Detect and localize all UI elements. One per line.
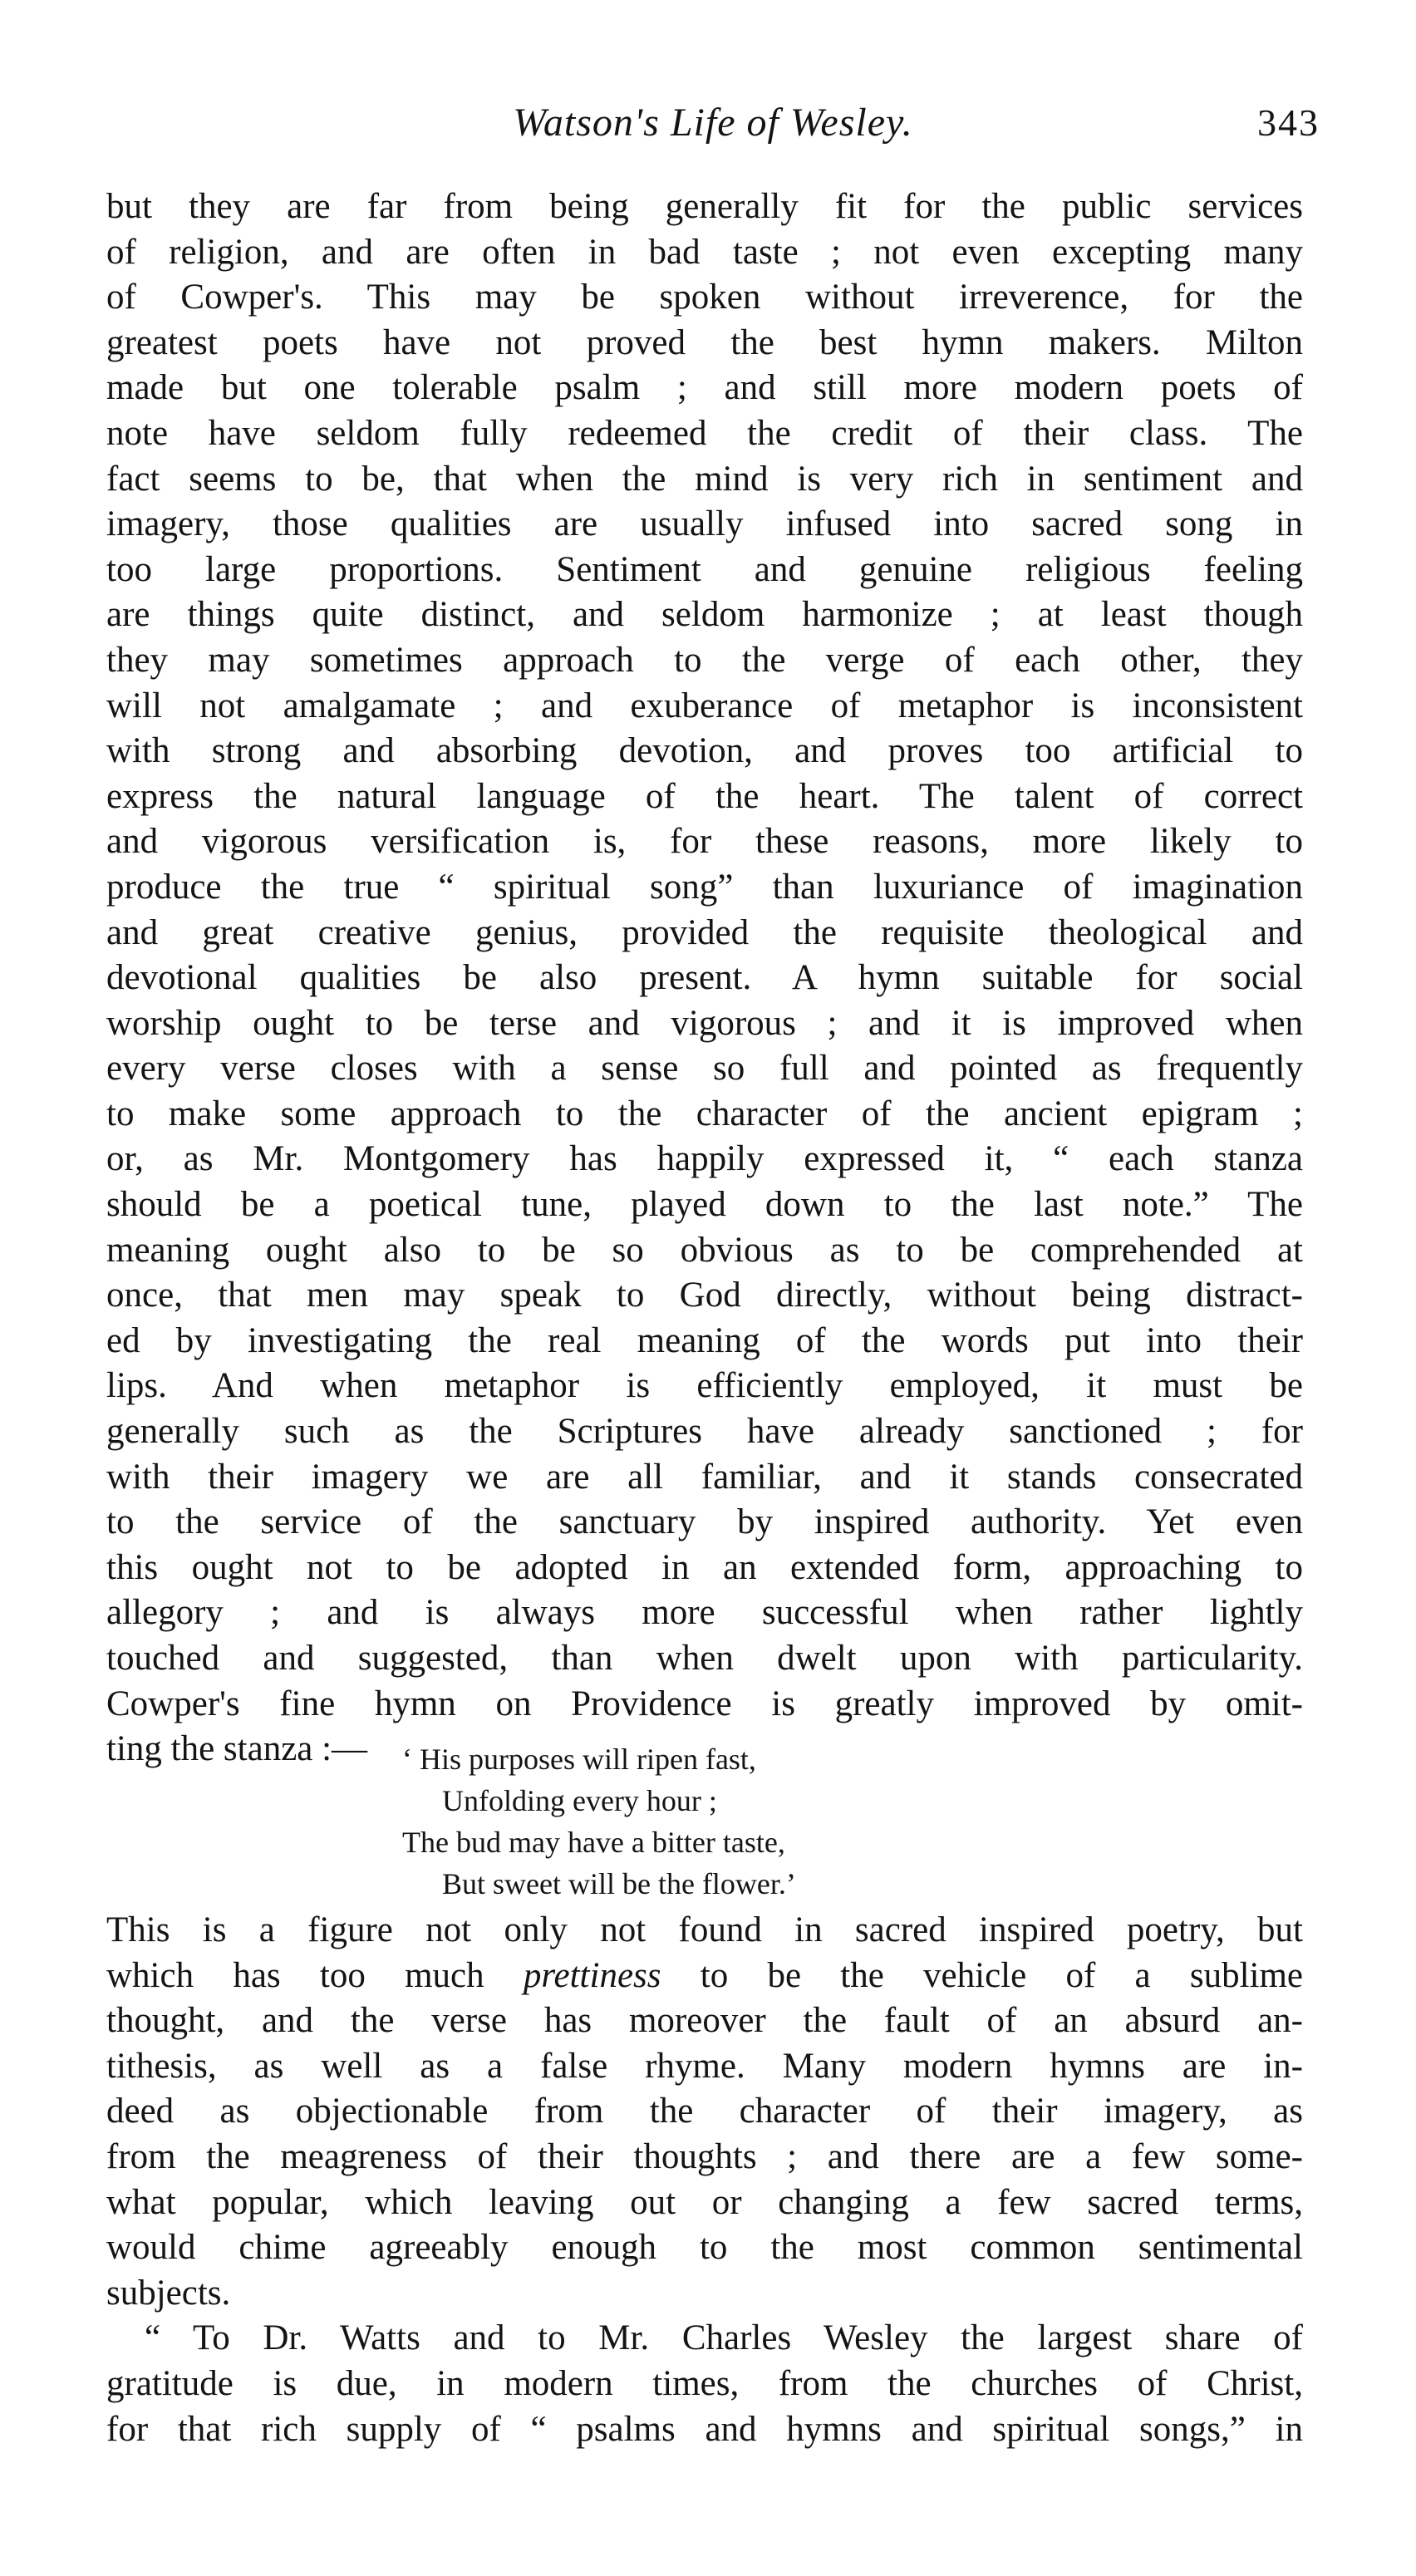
text-line-with-emphasis — [106, 1954, 1303, 1999]
running-head — [106, 98, 1320, 156]
text-line: and vigorous versification is, for these reasons, more likely to — [106, 822, 1303, 862]
text-line: “ To Dr. Watts and to Mr. Charles Wesley the largest share of — [145, 2318, 1303, 2358]
text-line: worship ought to be terse and vigorous ; and it is improved when — [106, 1003, 1303, 1043]
text-segment: which has too much — [106, 1955, 484, 1995]
text-line: will not amalgamate ; and exuberance of metaphor is inconsistent — [106, 686, 1303, 725]
page-number: 343 — [1257, 101, 1320, 144]
text-line: note have seldom fully redeemed the credit of their class. The — [106, 413, 1303, 453]
text-line: generally such as the Scriptures have already sanctioned ; for — [106, 1412, 1303, 1452]
quote-line: Unfolding every hour ; — [442, 1784, 717, 1817]
text-line: from the meagreness of their thoughts ; and there are a few some- — [106, 2136, 1303, 2176]
text-line: with strong and absorbing devotion, and proves too artificial to — [106, 731, 1303, 771]
text-line: should be a poetical tune, played down to the last note.” The — [106, 1185, 1303, 1225]
text-line: would chime agreeably enough to the most common sentimental — [106, 2228, 1303, 2268]
text-line: this ought not to be adopted in an extended form, approaching to — [106, 1547, 1303, 1587]
text-line: express the natural language of the heart. The talent of correct — [106, 776, 1303, 816]
text-segment: to be the vehicle of a sublime — [700, 1955, 1304, 1995]
text-line: imagery, those qualities are usually infused into sacred song in — [106, 504, 1303, 544]
text-line: meaning ought also to be so obvious as to be comprehended at — [106, 1230, 1303, 1270]
running-title: Watson's Life of Wesley. — [513, 101, 913, 145]
text-line: greatest poets have not proved the best hymn makers. Milton — [106, 322, 1303, 362]
text-line: of religion, and are often in bad taste ; not even excepting many — [106, 232, 1303, 272]
text-line: This is a figure not only not found in sacred inspired poetry, but — [106, 1910, 1303, 1949]
quote-line: But sweet will be the flower.’ — [442, 1867, 796, 1900]
text-line: are things quite distinct, and seldom harmonize ; at least though — [106, 595, 1303, 635]
text-line: once, that men may speak to God directly, without being distract- — [106, 1276, 1303, 1315]
text-line: of Cowper's. This may be spoken without irreverence, for the — [106, 278, 1303, 317]
text-line: or, as Mr. Montgomery has happily expressed it, “ each stanza — [106, 1139, 1303, 1179]
text-line: every verse closes with a sense so full and pointed as frequently — [106, 1049, 1303, 1089]
text-line: fact seems to be, that when the mind is very rich in sentiment and — [106, 459, 1303, 499]
text-line: but they are far from being generally fit for the public services — [106, 187, 1303, 226]
text-line: subjects. — [106, 2273, 231, 2313]
block-quote — [402, 1738, 1034, 1905]
text-line: and great creative genius, provided the requisite theological and — [106, 912, 1303, 952]
text-line: produce the true “ spiritual song” than luxuriance of imagination — [106, 867, 1303, 907]
text-line: too large proportions. Sentiment and genuine religious feeling — [106, 549, 1303, 589]
emphasized-word: prettiness — [523, 1955, 661, 1995]
quote-line: ‘ His purposes will ripen fast, — [402, 1743, 756, 1776]
text-line: thought, and the verse has moreover the fault of an absurd an- — [106, 2001, 1303, 2041]
text-line: what popular, which leaving out or changing a few sacred terms, — [106, 2182, 1303, 2222]
text-line: Cowper's fine hymn on Providence is greatly improved by omit- — [106, 1684, 1303, 1723]
text-line: touched and suggested, than when dwelt upon with particularity. — [106, 1639, 1303, 1678]
text-line: to make some approach to the character of the ancient epigram ; — [106, 1094, 1303, 1133]
text-line: tithesis, as well as a false rhyme. Many modern hymns are in- — [106, 2046, 1303, 2086]
text-line: with their imagery we are all familiar, and it stands consecrated — [106, 1457, 1303, 1497]
text-line: to the service of the sanctuary by inspired authority. Yet even — [106, 1502, 1303, 1542]
text-line: ting the stanza :— — [106, 1729, 368, 1769]
text-line: for that rich supply of “ psalms and hymns and spiritual songs,” in — [106, 2409, 1303, 2449]
text-line: deed as objectionable from the character of their imagery, as — [106, 2092, 1303, 2131]
text-line: made but one tolerable psalm ; and still more modern poets of — [106, 368, 1303, 408]
paragraph-1 — [106, 184, 1303, 1772]
quote-line: The bud may have a bitter taste, — [402, 1826, 785, 1859]
text-line: lips. And when metaphor is efficiently employed, it must be — [106, 1366, 1303, 1406]
paragraph-2 — [106, 1908, 1303, 2452]
text-line: they may sometimes approach to the verge of each other, they — [106, 640, 1303, 680]
text-line: devotional qualities be also present. A hymn suitable for social — [106, 958, 1303, 998]
text-line: ed by investigating the real meaning of the words put into their — [106, 1320, 1303, 1360]
text-line: allegory ; and is always more successful when rather lightly — [106, 1593, 1303, 1633]
text-line: gratitude is due, in modern times, from the churches of Christ, — [106, 2363, 1303, 2403]
